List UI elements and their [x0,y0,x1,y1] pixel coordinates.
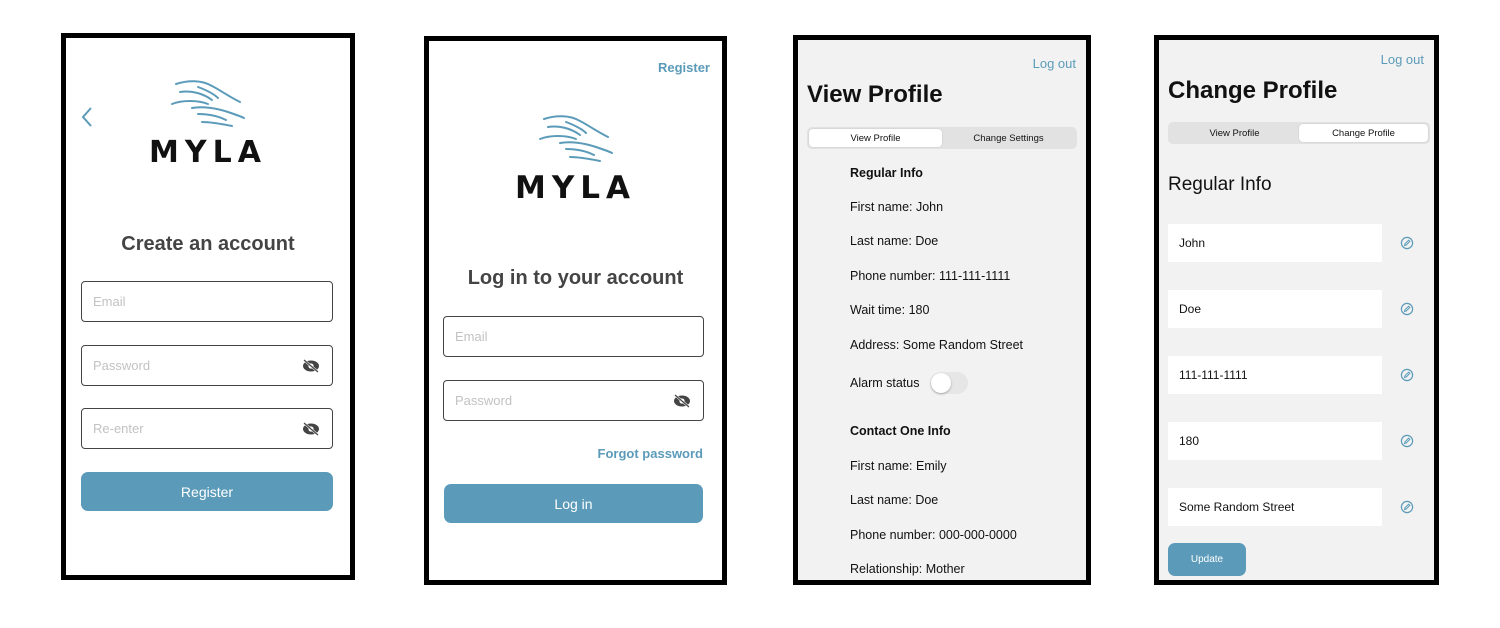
alarm-status-label: Alarm status [850,376,920,390]
logout-link[interactable]: Log out [1380,52,1424,67]
brand-logo [429,113,722,206]
reenter-placeholder: Re-enter [93,421,144,436]
contact-first-name-text: First name: Emily [850,459,947,473]
page-title: Change Profile [1168,77,1338,104]
register-screen [61,33,355,580]
email-input[interactable] [443,316,704,357]
edit-circle-icon[interactable] [1400,368,1414,382]
contact-info-heading: Contact One Info [850,424,951,438]
tab-change-profile[interactable]: Change Profile [1299,124,1428,142]
section-heading: Regular Info [1168,174,1272,195]
email-placeholder: Email [93,294,126,309]
first-name-text: First name: John [850,200,944,214]
segmented-tabs [1168,122,1430,144]
wait-time-field[interactable]: 180 [1168,422,1382,460]
hands-logo-icon [168,78,248,128]
email-placeholder: Email [455,329,488,344]
brand-wordmark: MYLA [149,135,267,170]
eye-off-icon[interactable] [302,422,320,436]
change-profile-screen [1154,35,1439,585]
phone-field[interactable]: 111-111-1111 [1168,356,1382,394]
page-title: View Profile [807,81,943,108]
hands-logo-icon [536,113,616,163]
segmented-tabs [807,127,1077,149]
register-button[interactable]: Register [81,472,333,511]
address-text: Address: Some Random Street [850,338,1023,352]
register-link[interactable]: Register [657,60,710,75]
address-field[interactable]: Some Random Street [1168,488,1382,526]
brand-logo [66,78,350,170]
password-placeholder: Password [93,358,151,373]
eye-off-icon[interactable] [302,359,320,373]
contact-last-name-text: Last name: Doe [850,493,939,507]
regular-info-heading: Regular Info [850,166,923,180]
update-button[interactable]: Update [1168,543,1246,576]
create-account-heading: Create an account [121,233,295,255]
edit-circle-icon[interactable] [1400,434,1414,448]
tab-view-profile[interactable]: View Profile [809,129,942,147]
contact-phone-text: Phone number: 000-000-0000 [850,528,1017,542]
edit-circle-icon[interactable] [1400,236,1414,250]
last-name-text: Last name: Doe [850,234,939,248]
reenter-password-input[interactable] [81,408,333,449]
eye-off-icon[interactable] [673,394,691,408]
login-heading: Log in to your account [467,267,684,289]
password-input[interactable] [81,345,333,386]
alarm-toggle[interactable] [930,372,968,394]
first-name-field[interactable]: John [1168,224,1382,262]
phone-text: Phone number: 111-111-1111 [850,269,1011,283]
logout-link[interactable]: Log out [1032,56,1076,71]
email-input[interactable] [81,281,333,322]
password-input[interactable] [443,380,704,421]
brand-wordmark: MYLA [514,170,637,206]
forgot-password-link[interactable]: Forgot password [597,446,703,461]
tab-change-settings[interactable]: Change Settings [973,132,1044,144]
last-name-field[interactable]: Doe [1168,290,1382,328]
wait-time-text: Wait time: 180 [850,303,930,317]
contact-relationship-text: Relationship: Mother [850,562,965,576]
login-screen [424,36,727,585]
login-button[interactable]: Log in [444,484,703,523]
tab-view-profile[interactable]: View Profile [1209,127,1260,139]
edit-circle-icon[interactable] [1400,500,1414,514]
edit-circle-icon[interactable] [1400,302,1414,316]
view-profile-screen [793,35,1091,585]
password-placeholder: Password [455,393,513,408]
